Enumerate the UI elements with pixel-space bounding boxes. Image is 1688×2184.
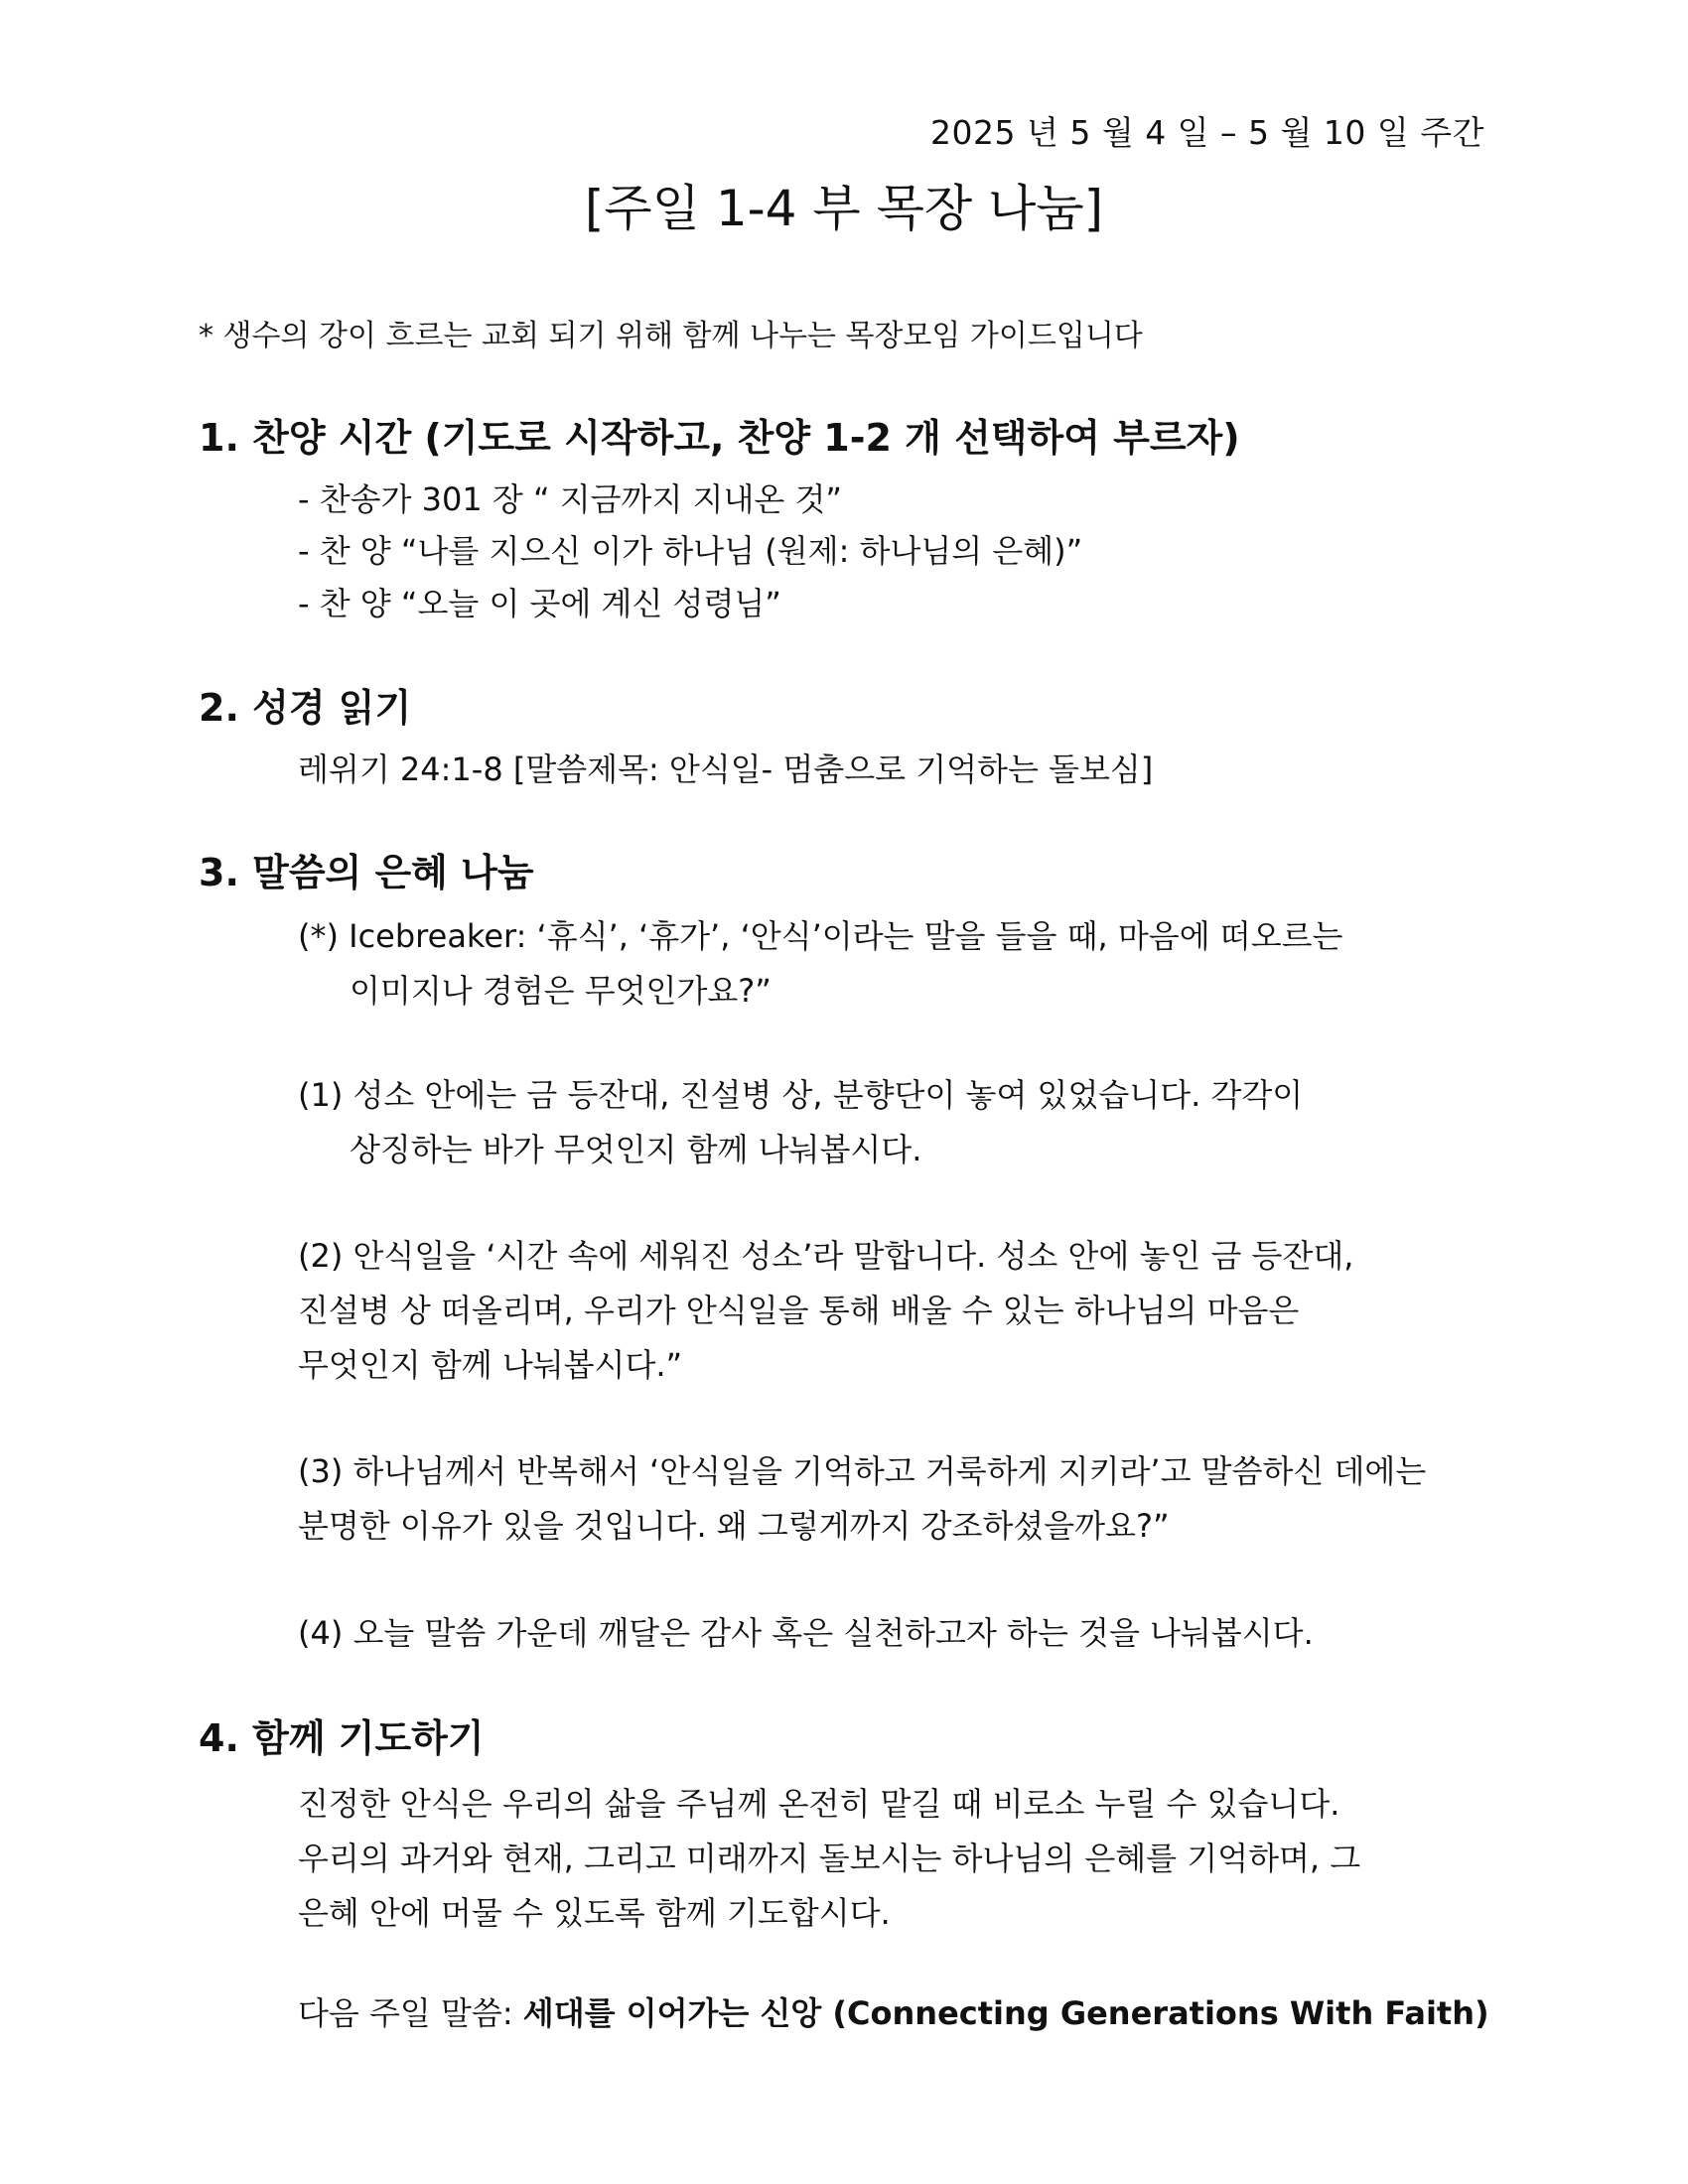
section-2-heading: 2. 성경 읽기 [199,686,412,730]
question-3-line-2: 분명한 이유가 있을 것입니다. 왜 그렇게까지 강조하셨을까요?” [298,1507,1170,1545]
section-3-heading: 3. 말씀의 은혜 나눔 [199,851,534,894]
page-title: [주일 1-4 부 목장 나눔] [584,180,1104,237]
next-week-sermon [298,1988,1489,2034]
question-4-line: (4) 오늘 말씀 가운데 깨달은 감사 혹은 실천하고자 하는 것을 나눠봅시다. [298,1614,1314,1652]
hymn-line-1: - 찬송가 301 장 “ 지금까지 지내온 것” [298,480,842,518]
prayer-line-3: 은혜 안에 머물 수 있도록 함께 기도합시다. [298,1894,891,1932]
question-2-line-3: 무엇인지 함께 나눠봅시다.” [298,1346,683,1384]
scripture-line: 레위기 24:1-8 [말씀제목: 안식일- 멈춤으로 기억하는 돌보심] [298,751,1154,788]
icebreaker-line-1: (*) Icebreaker: ‘휴식’, ‘휴가’, ‘안식’이라는 말을 들을 때, 마음에 떠오르는 [298,917,1343,955]
week-range: 2025 년 5 월 4 일 – 5 월 10 일 주간 [930,113,1484,152]
question-3-line-1: (3) 하나님께서 반복해서 ‘안식일을 기억하고 거룩하게 지키라’고 말씀하신 데에는 [298,1452,1427,1490]
prayer-line-1: 진정한 안식은 우리의 삶을 주님께 온전히 맡길 때 비로소 누릴 수 있습니다. [298,1785,1340,1823]
icebreaker-line-2: 이미지나 경험은 무엇인가요?” [350,972,772,1010]
question-2-line-1: (2) 안식일을 ‘시간 속에 세워진 성소’라 말합니다. 성소 안에 놓인 금 등잔대, [298,1237,1354,1275]
hymn-line-3: - 찬 양 “오늘 이 곳에 계신 성령님” [298,585,781,622]
intro-note: * 생수의 강이 흐르는 교회 되기 위해 함께 나누는 목장모임 가이드입니다 [199,319,1143,353]
question-1-line-2: 상징하는 바가 무엇인지 함께 나눠봅시다. [350,1131,922,1168]
next-week-title: 세대를 이어가는 신앙 (Connecting Generations With Faith) [522,1994,1489,2032]
next-week-label: 다음 주일 말씀: [298,1994,523,2032]
question-1-line-1: (1) 성소 안에는 금 등잔대, 진설병 상, 분향단이 놓여 있었습니다. 각각이 [298,1076,1304,1114]
section-1-heading: 1. 찬양 시간 (기도로 시작하고, 찬양 1-2 개 선택하여 부르자) [199,416,1240,460]
prayer-line-2: 우리의 과거와 현재, 그리고 미래까지 돌보시는 하나님의 은혜를 기억하며, 그 [298,1840,1361,1877]
section-4-heading: 4. 함께 기도하기 [199,1716,485,1760]
question-2-line-2: 진설병 상 떠올리며, 우리가 안식일을 통해 배울 수 있는 하나님의 마음은 [298,1292,1300,1329]
hymn-line-2: - 찬 양 “나를 지으신 이가 하나님 (원제: 하나님의 은혜)” [298,532,1083,570]
